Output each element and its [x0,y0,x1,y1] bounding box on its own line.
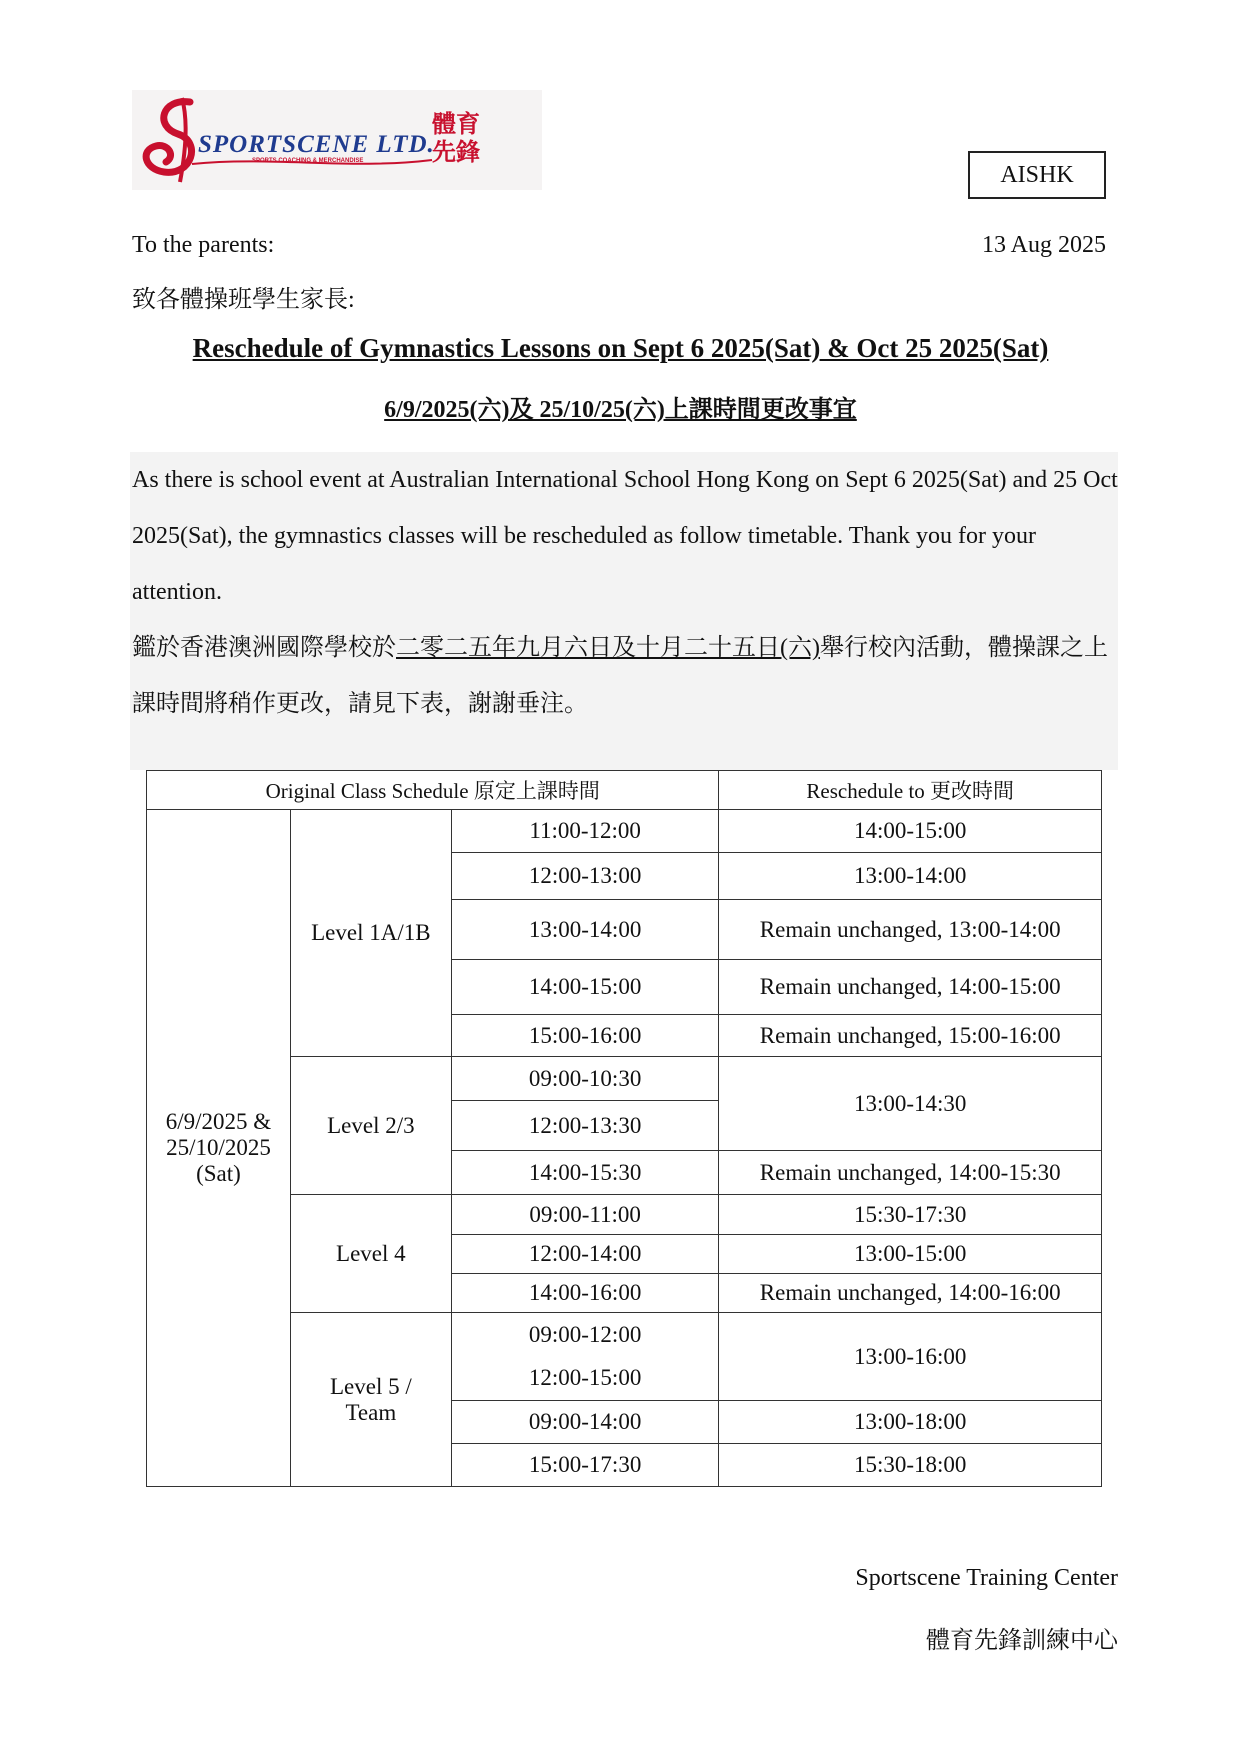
original-time: 11:00-12:00 [451,810,719,853]
original-time: 15:00-16:00 [451,1015,719,1057]
reschedule-time: 13:00-18:00 [719,1401,1102,1444]
reschedule-time: Remain unchanged, 15:00-16:00 [719,1015,1102,1057]
notice-zh [130,620,1118,732]
date-line: (Sat) [196,1161,241,1186]
reschedule-time: 13:00-14:00 [719,853,1102,900]
level-cell [290,1313,451,1487]
reschedule-time: Remain unchanged, 13:00-14:00 [719,900,1102,960]
reschedule-time: 13:00-15:00 [719,1235,1102,1274]
notice-en: As there is school event at Australian International School Hong Kong on Sept 6 2025(Sat) and 25 Oct 2025(Sat), the gymnastics classes will be rescheduled as follow timetable. Thank you for your attention. [132,467,1118,605]
date-cell [147,810,291,1487]
table-row [147,1313,1102,1357]
original-time: 15:00-17:30 [451,1444,719,1487]
original-time: 09:00-14:00 [451,1401,719,1444]
salutation-en: To the parents: [132,232,275,258]
reschedule-time: 14:00-15:00 [719,810,1102,853]
school-badge: AISHK [968,151,1106,199]
signoff-zh: 體育先鋒訓練中心 [926,1628,1118,1654]
level-cell: Level 2/3 [290,1057,451,1195]
notice-zh-before: 鑑於香港澳洲國際學校於 [132,635,396,661]
sportscene-logo [132,90,542,190]
level-cell: Level 4 [290,1195,451,1313]
title-en: Reschedule of Gymnastics Lessons on Sept 6 2025(Sat) & Oct 25 2025(Sat) [192,333,1049,363]
original-time: 14:00-15:00 [451,960,719,1015]
table-header-row [147,771,1102,810]
level-name-line: Team [345,1399,397,1425]
letter-date: 13 Aug 2025 [981,232,1106,258]
original-time: 14:00-16:00 [451,1274,719,1313]
original-time: 13:00-14:00 [451,900,719,960]
reschedule-time: Remain unchanged, 14:00-15:00 [719,960,1102,1015]
original-time: 09:00-12:00 [451,1313,719,1357]
notice-zh-after: 舉行校內活動，體操課之上課時間將稍作更改，請見下表，謝謝垂注。 [132,635,1108,717]
title-zh: 6/9/2025(六)及 25/10/25(六)上課時間更改事宜 [384,397,857,423]
reschedule-time: Remain unchanged, 14:00-16:00 [719,1274,1102,1313]
date-line: 6/9/2025 & [165,1109,272,1134]
original-time: 12:00-14:00 [451,1235,719,1274]
reschedule-time: 15:30-17:30 [719,1195,1102,1235]
reschedule-time: 13:00-16:00 [719,1313,1102,1401]
original-time: 09:00-10:30 [451,1057,719,1101]
schedule-table [146,770,1102,1487]
table-row [147,810,1102,853]
original-time: 12:00-13:00 [451,853,719,900]
table-row [147,1057,1102,1101]
reschedule-time: Remain unchanged, 14:00-15:30 [719,1151,1102,1195]
logo-chinese-bottom: 先鋒 [432,138,480,166]
notice-zh-dates: 二零二五年九月六日及十月二十五日(六) [396,635,820,661]
logo-chinese-top: 體育 [432,110,480,138]
header-original: Original Class Schedule 原定上課時間 [147,771,719,810]
level-cell: Level 1A/1B [290,810,451,1057]
logo-text: SPORTSCENE LTD. [198,131,435,158]
date-line: 25/10/2025 [166,1135,271,1160]
table-row [147,1195,1102,1235]
logo-tagline: SPORTS COACHING & MERCHANDISE [252,158,364,164]
reschedule-time: 13:00-14:30 [719,1057,1102,1151]
original-time: 14:00-15:30 [451,1151,719,1195]
original-time: 12:00-15:00 [451,1357,719,1401]
header-reschedule: Reschedule to 更改時間 [719,771,1102,810]
notice-block [130,452,1118,770]
original-time: 12:00-13:30 [451,1101,719,1151]
reschedule-time: 15:30-18:00 [719,1444,1102,1487]
salutation-zh: 致各體操班學生家長: [132,287,355,313]
level-name-line: Level 5 / [329,1373,412,1399]
original-time: 09:00-11:00 [451,1195,719,1235]
signoff-en: Sportscene Training Center [855,1565,1118,1591]
